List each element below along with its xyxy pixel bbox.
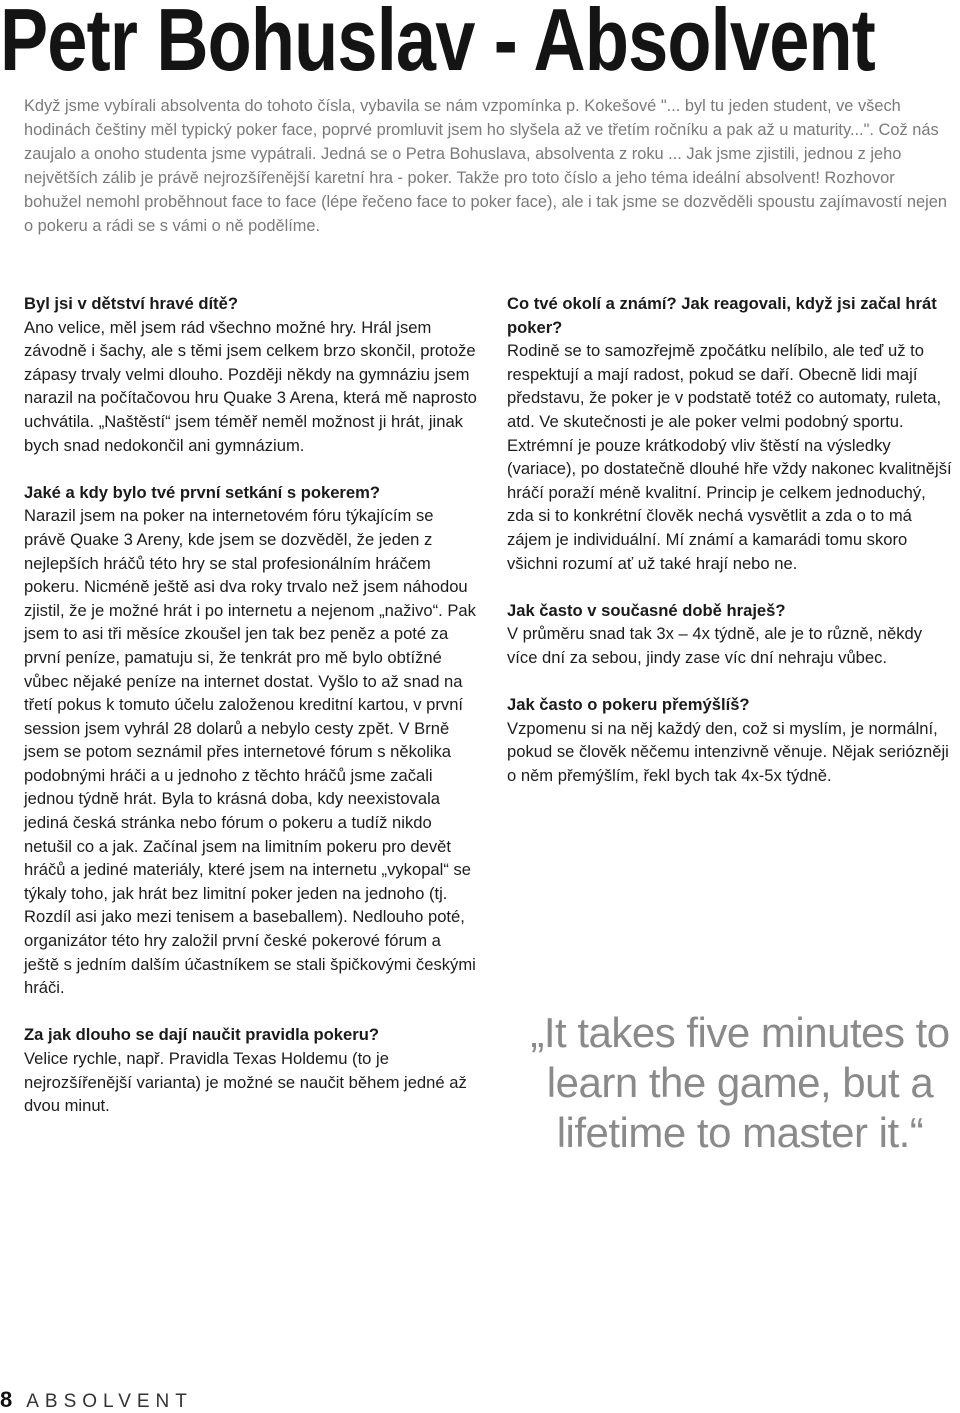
answer-text: Narazil jsem na poker na internetovém fóru týkajícím se právě Quake 3 Areny, kde jsem se dozvěděl, že jeden z nejlepších hráčů této hry se stal profesionálním hráčem pokeru. Nicméně ještě asi dva roky trvalo než jsem náhodou zjistil, že je možné hrát i po internetu a nejenom „naživo“. Pak jsem to asi tři měsíce zkoušel jen tak bez peněz a poté za první peníze, pamatuju si, že tenkrát pro mě bylo obtížné vůbec nějaké peníze na internet dostat. Vyšlo to až snad na třetí pokus k tomuto účelu založenou kreditní kartou, v první session jsem vyhrál 28 dolarů a nebylo cesty zpět. V Brně jsem se potom seznámil přes internetové fórum s několika podobnými hráči a u jednoho z těchto hráčů jsme začali jednou týdně hrát. Byla to krásná doba, kdy neexistovala jediná česká stránka nebo fórum o pokeru a tudíž nikdo netušil co a jak. Začínal jsem na limitním pokeru pro devět hráčů a jediné materiály, které jsem na internetu „vykopal“ se týkaly toho, jak hrát bez limitní poker jeden na jednoho (tj. Rozdíl asi jako mezi tenisem a baseballem). Nedlouho poté, organizátor této hry založil první české pokerové fórum a ještě s jedním dalším účastníkem se stali špičkovými českými hráči. <box>24 506 476 998</box>
qa-block <box>24 292 479 457</box>
question-heading: Jaké a kdy bylo tvé první setkání s pokerem? <box>24 482 381 502</box>
right-column <box>507 292 957 811</box>
answer-text: Ano velice, měl jsem rád všechno možné hry. Hrál jsem závodně i šachy, ale s těmi jsem celkem brzo skončil, protože zápasy trvaly velmi dlouho. Později někdy na gymnáziu jsem narazil na počítačovou hru Quake 3 Arena, která mě naprosto uchvátila. „Naštěstí“ jsem téměř neměl možnost ji hrát, jinak bych snad nedokončil ani gymnázium. <box>24 317 477 455</box>
publication-name: ABSOLVENT <box>26 1391 193 1412</box>
answer-text: Rodině se to samozřejmě zpočátku nelíbilo, ale teď už to respektují a mají radost, pokud se daří. Obecně lidi mají představu, že poker je v podstatě totéž co automaty, ruleta, atd. Ve skutečnosti je ale poker velmi podobný sportu. Extrémní je pouze krátkodobý vliv štěstí na výsledky (variace), po dostatečně dlouhé hře vždy nakonec kvalitnější hráčí poraží méně kvalitní. Princip je celkem jednoduchý, zda si to konkrétní člověk nechá vysvětlit a zda o to má zájem je individuální. Mí známí a kamarádi tomu skoro všichni rozumí ať už také hrají nebo ne. <box>507 341 952 573</box>
article-title: Petr Bohuslav - Absolvent <box>0 0 875 89</box>
qa-block <box>24 481 479 1000</box>
qa-block <box>507 599 957 670</box>
intro-paragraph: Když jsme vybírali absolventa do tohoto čísla, vybavila se nám vzpomínka p. Kokešové "... byl tu jeden student, ve všech hodinách češtiny měl typický poker face, poprvé promluvit jsem ho slyšela až ve třetím ročníku a pak až u maturity...". Což nás zaujalo a onoho studenta jsme vypátrali. Jedná se o Petra Bohuslava, absolventa z roku ... Jak jsme zjistili, jednou z jeho největších zálib je právě nejrozšířenější karetní hra - poker. Takže pro toto číslo a jeho téma ideální absolvent! Rozhovor bohužel nemohl proběhnout face to face (lépe řečeno face to poker face), ale i tak jsme se dozvěděli spoustu zajímavostí nejen o pokeru a rádi se s vámi o ně podělíme. <box>24 97 947 235</box>
pull-quote: „It takes five minutes to learn the game, but a lifetime to master it.“ <box>530 1009 950 1156</box>
answer-text: Velice rychle, např. Pravidla Texas Holdemu (to je nejrozšířenější varianta) je možné se naučit během jedné až dvou minut. <box>24 1049 467 1116</box>
question-heading: Byl jsi v dětství hravé dítě? <box>24 294 238 313</box>
question-heading: Jak často v současné době hraješ? <box>507 600 786 620</box>
question-heading: Co tvé okolí a známí? Jak reagovali, když jsi začal hrát poker? <box>507 294 937 337</box>
question-heading: Za jak dlouho se dají naučit pravidla pokeru? <box>24 1025 379 1045</box>
page-number: 8 <box>0 1387 13 1412</box>
answer-text: Vzpomenu si na něj každý den, což si myslím, je normální, pokud se člověk něčemu intenzivně věnuje. Nějak seriózněji o něm přemýšlím, řekl bych tak 4x-5x týdně. <box>507 718 949 785</box>
qa-block <box>507 292 957 575</box>
qa-block <box>24 1023 479 1117</box>
answer-text: V průměru snad tak 3x – 4x týdně, ale je to různě, někdy více dní za sebou, jindy zase víc dní nehraju vůbec. <box>507 624 923 667</box>
page-footer <box>0 1387 193 1411</box>
qa-block <box>507 693 957 787</box>
question-heading: Jak často o pokeru přemýšlíš? <box>507 695 750 715</box>
left-column <box>24 292 479 1141</box>
